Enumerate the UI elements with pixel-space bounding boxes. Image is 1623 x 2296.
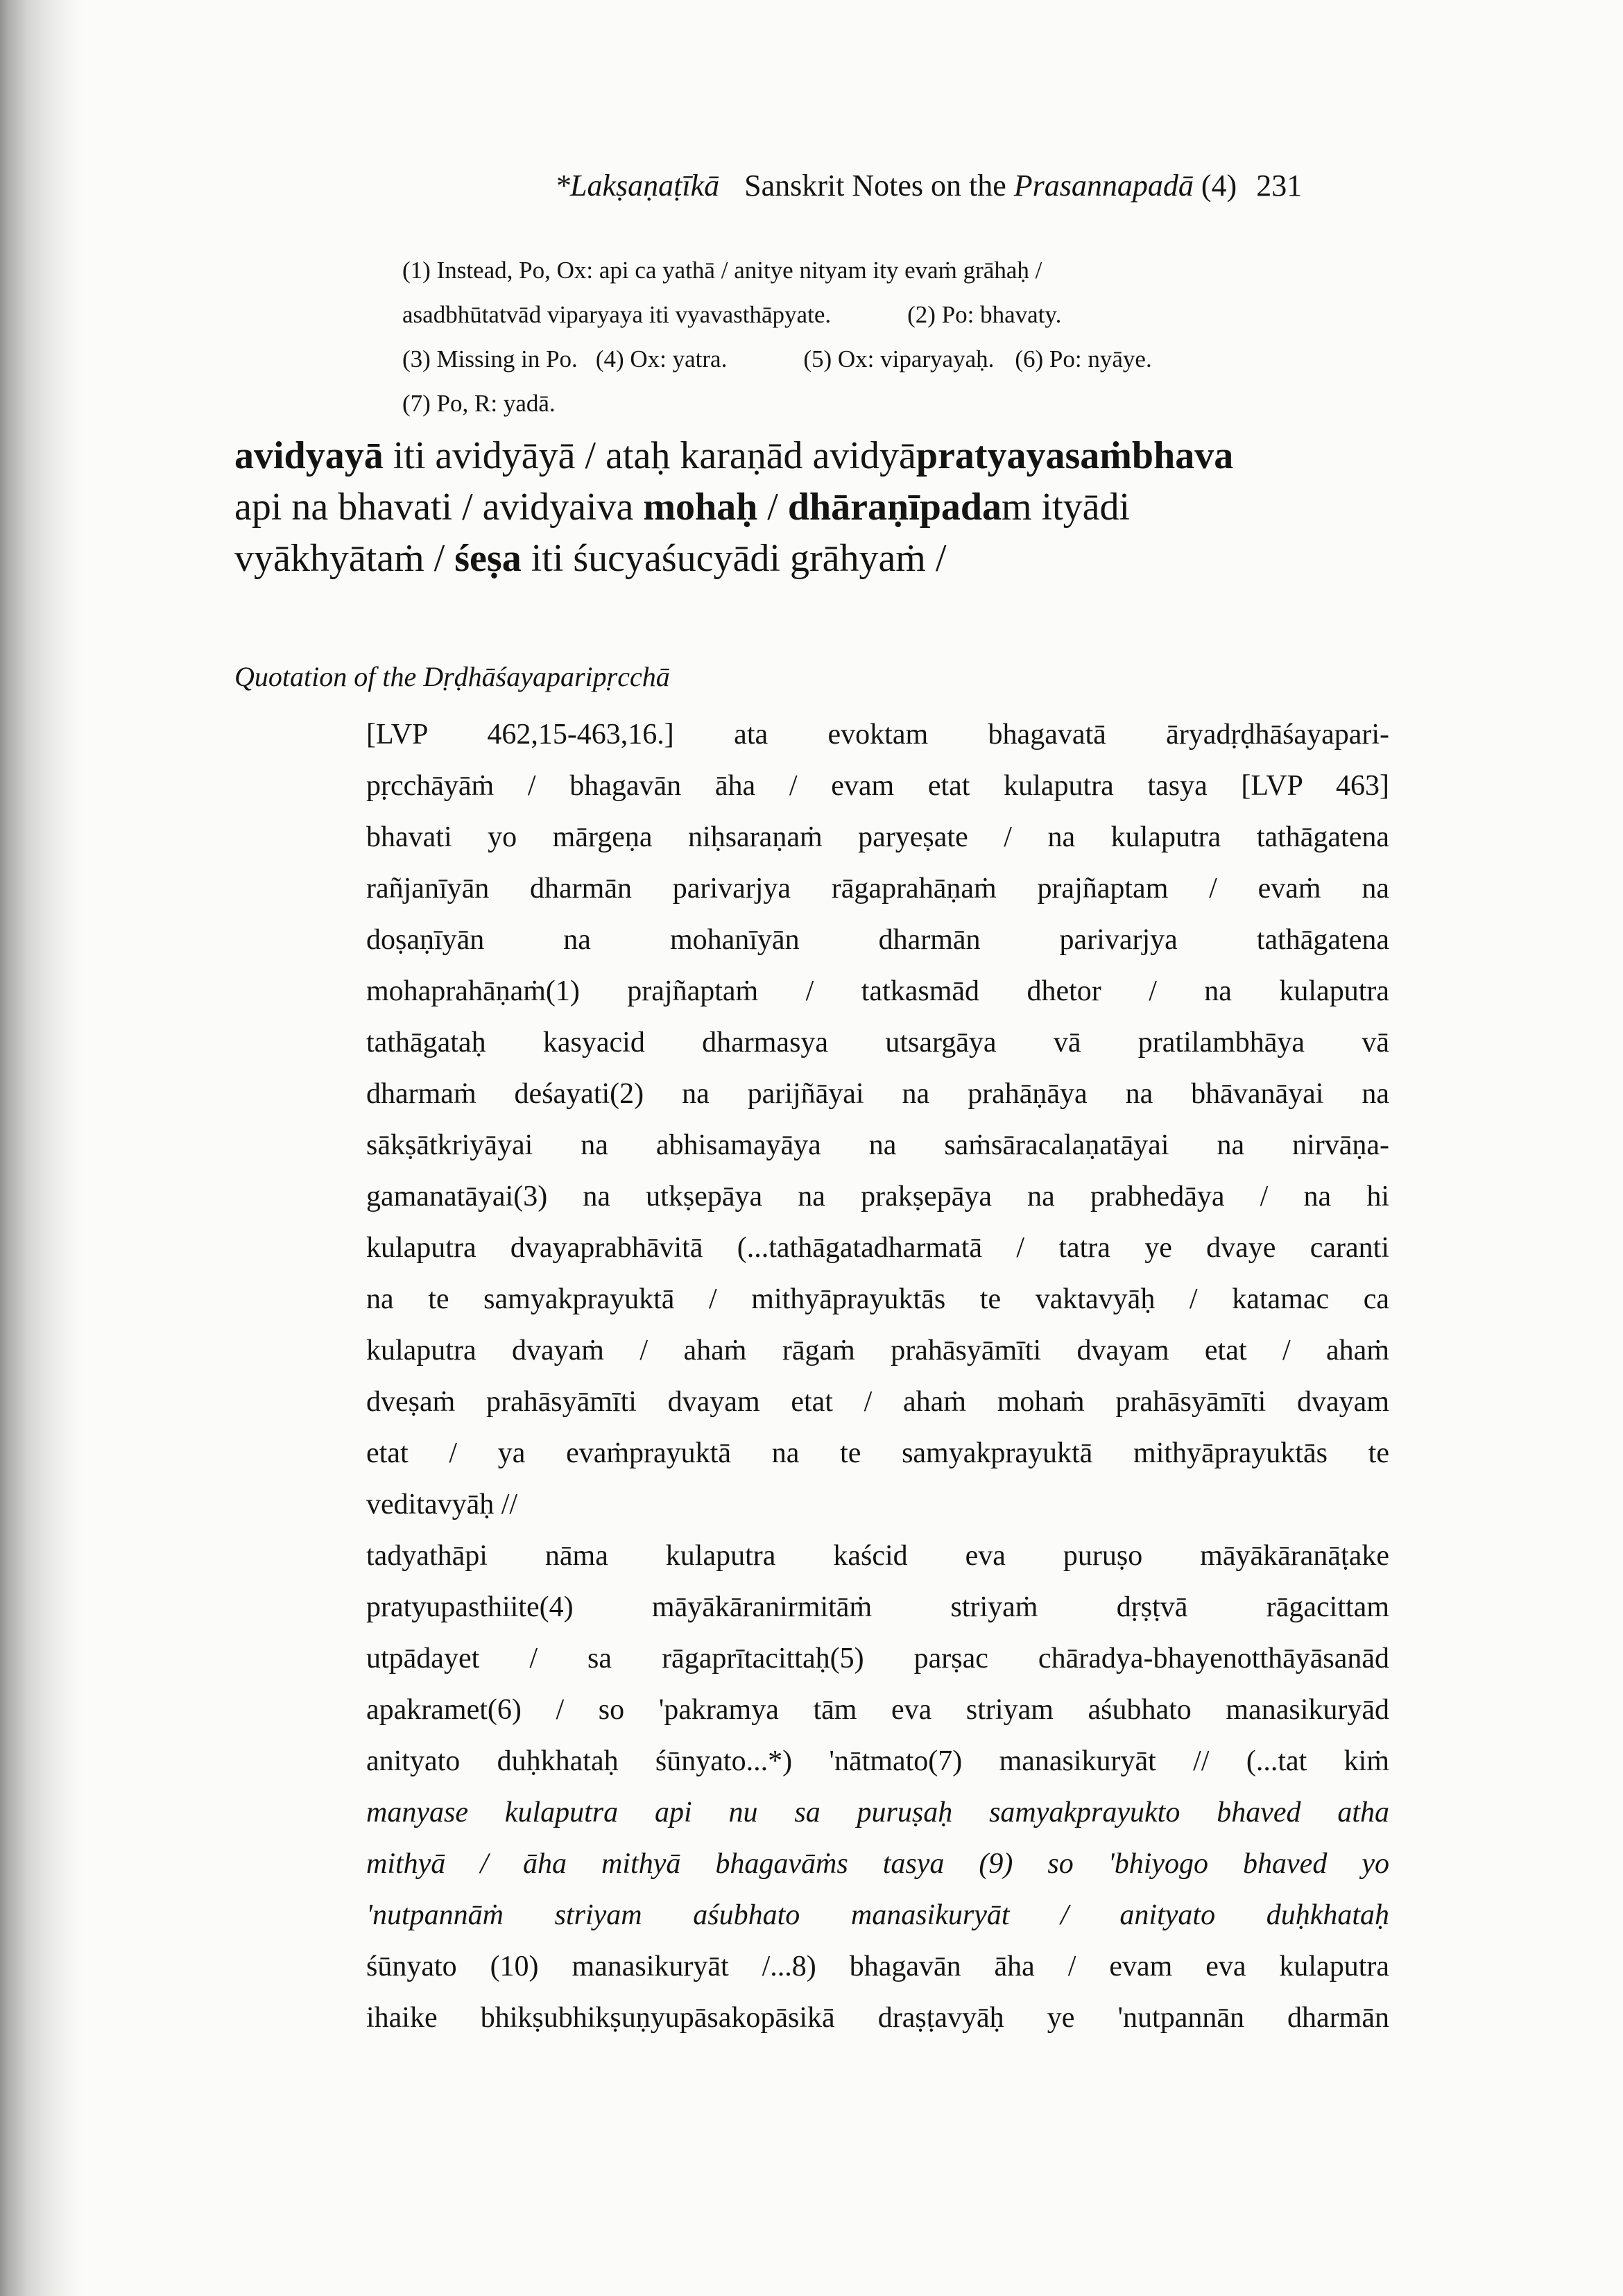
footnotes-block: [402, 248, 1387, 426]
commentary-line: api na bhavati / avidyaiva mohaḥ / dhāraṇīpadam ityādi: [234, 486, 1131, 529]
quote-line: mohaprahāṇaṁ(1) prajñaptaṁ / tatkasmād dhetor / na kulaputra: [366, 975, 1389, 1007]
quote-line: pratyupasthiite(4) māyākāranirmitāṁ striyaṁ dṛṣṭvā rāgacittam: [366, 1591, 1389, 1623]
quote-line: doṣaṇīyān na mohanīyān dharmān parivarjya tathāgatena: [366, 924, 1389, 956]
quote-line: utpādayet / sa rāgaprītacittaḥ(5) parṣac chāradya-bhayenotthāyāsanād: [366, 1643, 1389, 1674]
commentary-line: vyākhyātaṁ / śeṣa iti śucyaśucyādi grāhyaṁ /: [234, 537, 947, 580]
note-line: asadbhūtatvād viparyaya iti vyavasthāpyate. (2) Po: bhavaty.: [402, 301, 1062, 328]
page-number: 231: [1256, 169, 1303, 203]
quote-line: kulaputra dvayaprabhāvitā (...tathāgatadharmatā / tatra ye dvaye caranti: [366, 1232, 1389, 1264]
quote-line: dveṣaṁ prahāsyāmīti dvayam etat / ahaṁ mohaṁ prahāsyāmīti dvayam: [366, 1386, 1389, 1418]
running-head-title: *Lakṣaṇaṭīkā: [555, 169, 720, 203]
quote-line: apakramet(6) / so 'pakramya tām eva striyam aśubhato manasikuryād: [366, 1694, 1389, 1726]
quote-line: na te samyakprayuktā / mithyāprayuktās te vaktavyāḥ / katamac ca: [366, 1283, 1389, 1315]
quote-line: bhavati yo mārgeṇa niḥsaraṇaṁ paryeṣate / na kulaputra tathāgatena: [366, 821, 1389, 853]
quote-line: kulaputra dvayaṁ / ahaṁ rāgaṁ prahāsyāmīti dvayam etat / ahaṁ: [366, 1335, 1389, 1367]
quote-line: ihaike bhikṣubhikṣuṇyupāsakopāsikā draṣṭavyāḥ ye 'nutpannān dharmān: [366, 2002, 1389, 2034]
quote-line: 'nutpannāṁ striyam aśubhato manasikuryāt / anityato duḥkhataḥ: [366, 1899, 1389, 1931]
section-heading: Quotation of the Dṛḍhāśayaparipṛcchā: [234, 661, 670, 692]
quote-line: rañjanīyān dharmān parivarjya rāgaprahāṇaṁ prajñaptam / evaṁ na: [366, 873, 1389, 905]
quote-line: gamanatāyai(3) na utkṣepāya na prakṣepāya na prabhedāya / na hi: [366, 1181, 1389, 1213]
quote-line: mithyā / āha mithyā bhagavāṁs tasya (9) so 'bhiyogo bhaved yo: [366, 1848, 1389, 1880]
quotation-text: [366, 709, 1389, 2044]
quote-line: [LVP 462,15-463,16.] ata evoktam bhagavatā āryadṛḍhāśayapari-: [366, 719, 1389, 751]
note-line: (3) Missing in Po. (4) Ox: yatra. (5) Ox: viparyayaḥ. (6) Po: nyāye.: [402, 345, 1152, 372]
running-head: [555, 166, 1359, 205]
quote-line: tathāgataḥ kasyacid dharmasya utsargāya vā pratilambhāya vā: [366, 1027, 1389, 1059]
scan-shadow: [0, 0, 83, 2296]
commentary-paragraph: [234, 430, 1389, 584]
quote-line: tadyathāpi nāma kulaputra kaścid eva puruṣo māyākāranāṭake: [366, 1540, 1389, 1572]
quote-line: pṛcchāyāṁ / bhagavān āha / evam etat kulaputra tasya [LVP 463]: [366, 770, 1389, 802]
quote-line: manyase kulaputra api nu sa puruṣaḥ samyakprayukto bhaved atha: [366, 1797, 1389, 1828]
quote-line: etat / ya evaṁprayuktā na te samyakprayuktā mithyāprayuktās te: [366, 1437, 1389, 1469]
quote-line: dharmaṁ deśayati(2) na parijñāyai na prahāṇāya na bhāvanāyai na: [366, 1078, 1389, 1110]
quote-line: sākṣātkriyāyai na abhisamayāya na saṁsāracalaṇatāyai na nirvāṇa-: [366, 1129, 1389, 1161]
note-line: (7) Po, R: yadā.: [402, 390, 556, 417]
quote-line: anityato duḥkhataḥ śūnyato...*) 'nātmato(7) manasikuryāt // (...tat kiṁ: [366, 1745, 1389, 1777]
commentary-line: avidyayā iti avidyāyā / ataḥ karaṇād avidyāpratyayasaṁbhava: [234, 434, 1234, 477]
quote-line: śūnyato (10) manasikuryāt /...8) bhagavān āha / evam eva kulaputra: [366, 1951, 1389, 1982]
running-head-subtitle: Sanskrit Notes on the Prasannapadā (4): [744, 169, 1237, 203]
note-line: (1) Instead, Po, Ox: api ca yathā / anitye nityam ity evaṁ grāhaḥ /: [402, 257, 1042, 284]
quote-line: veditavyāḥ //: [366, 1489, 518, 1520]
